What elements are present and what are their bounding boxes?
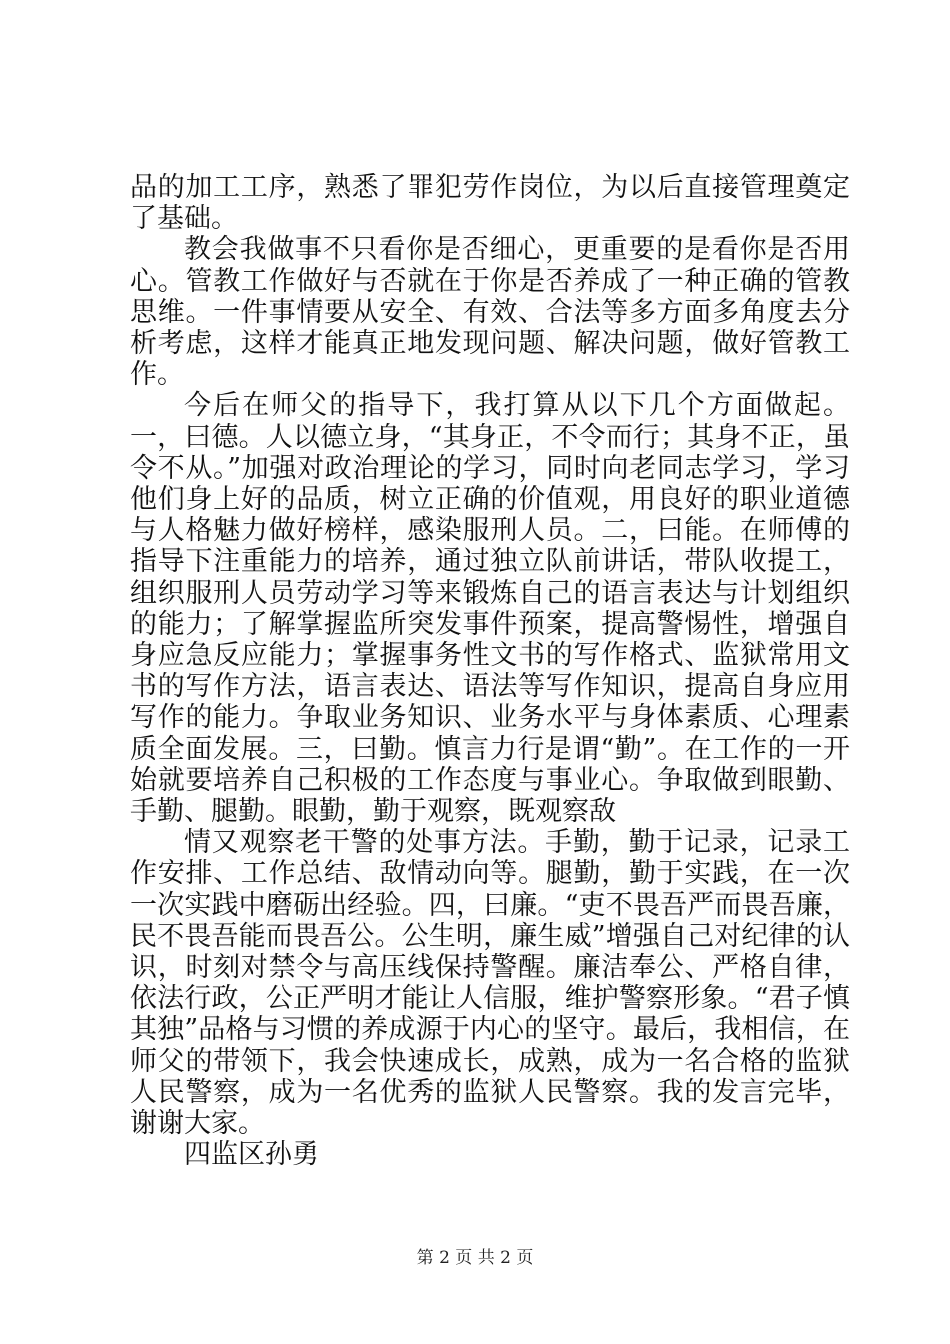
- document-body: [130, 172, 850, 1171]
- page-number-footer: 第 2 页 共 2 页: [416, 1248, 534, 1268]
- paragraph-plan: 今后在师父的指导下，我打算从以下几个方面做起。一，曰德。人以德立身，“其身正，不令而行；其身不正，虽令不从。”加强对政治理论的学习，同时向老同志学习，学习他们身上好的品质，树立正确的价值观，用良好的职业道德与人格魅力做好榜样，感染服刑人员。二，曰能。在师傅的指导下注重能力的培养，通过独立队前讲话，带队收提工，组织服刑人员劳动学习等来锻炼自己的语言表达与计划组织的能力；了解掌握监所突发事件预案，提高警惕性，增强自身应急反应能力；掌握事务性文书的写作格式、监狱常用文书的写作方法，语言表达、语法等写作知识，提高自身应用写作的能力。争取业务知识、业务水平与身体素质、心理素质全面发展。三，曰勤。慎言力行是谓“勤”。在工作的一开始就要培养自己积极的工作态度与事业心。争取做到眼勤、手勤、腿勤。眼勤，勤于观察，既观察敌: [130, 390, 850, 828]
- paragraph-plan-continued: 情又观察老干警的处事方法。手勤，勤于记录，记录工作安排、工作总结、敌情动向等。腿勤，勤于实践，在一次一次实践中磨砺出经验。四，曰廉。“吏不畏吾严而畏吾廉，民不畏吾能而畏吾公。公生明，廉生威”增强自己对纪律的认识，时刻对禁令与高压线保持警醒。廉洁奉公、严格自律，依法行政，公正严明才能让人信服，维护警察形象。“君子慎其独”品格与习惯的养成源于内心的坚守。最后，我相信，在师父的带领下，我会快速成长，成熟，成为一名合格的监狱人民警察，成为一名优秀的监狱人民警察。我的发言完毕，谢谢大家。: [130, 827, 850, 1140]
- signature-line: 四监区孙勇: [184, 1139, 319, 1171]
- paragraph-continued: 品的加工工序，熟悉了罪犯劳作岗位，为以后直接管理奠定了基础。: [130, 172, 850, 235]
- paragraph-mentor-teaching: 教会我做事不只看你是否细心，更重要的是看你是否用心。管教工作做好与否就在于你是否养成了一种正确的管教思维。一件事情要从安全、有效、合法等多方面多角度去分析考虑，这样才能真正地发现问题、解决问题，做好管教工作。: [130, 234, 850, 391]
